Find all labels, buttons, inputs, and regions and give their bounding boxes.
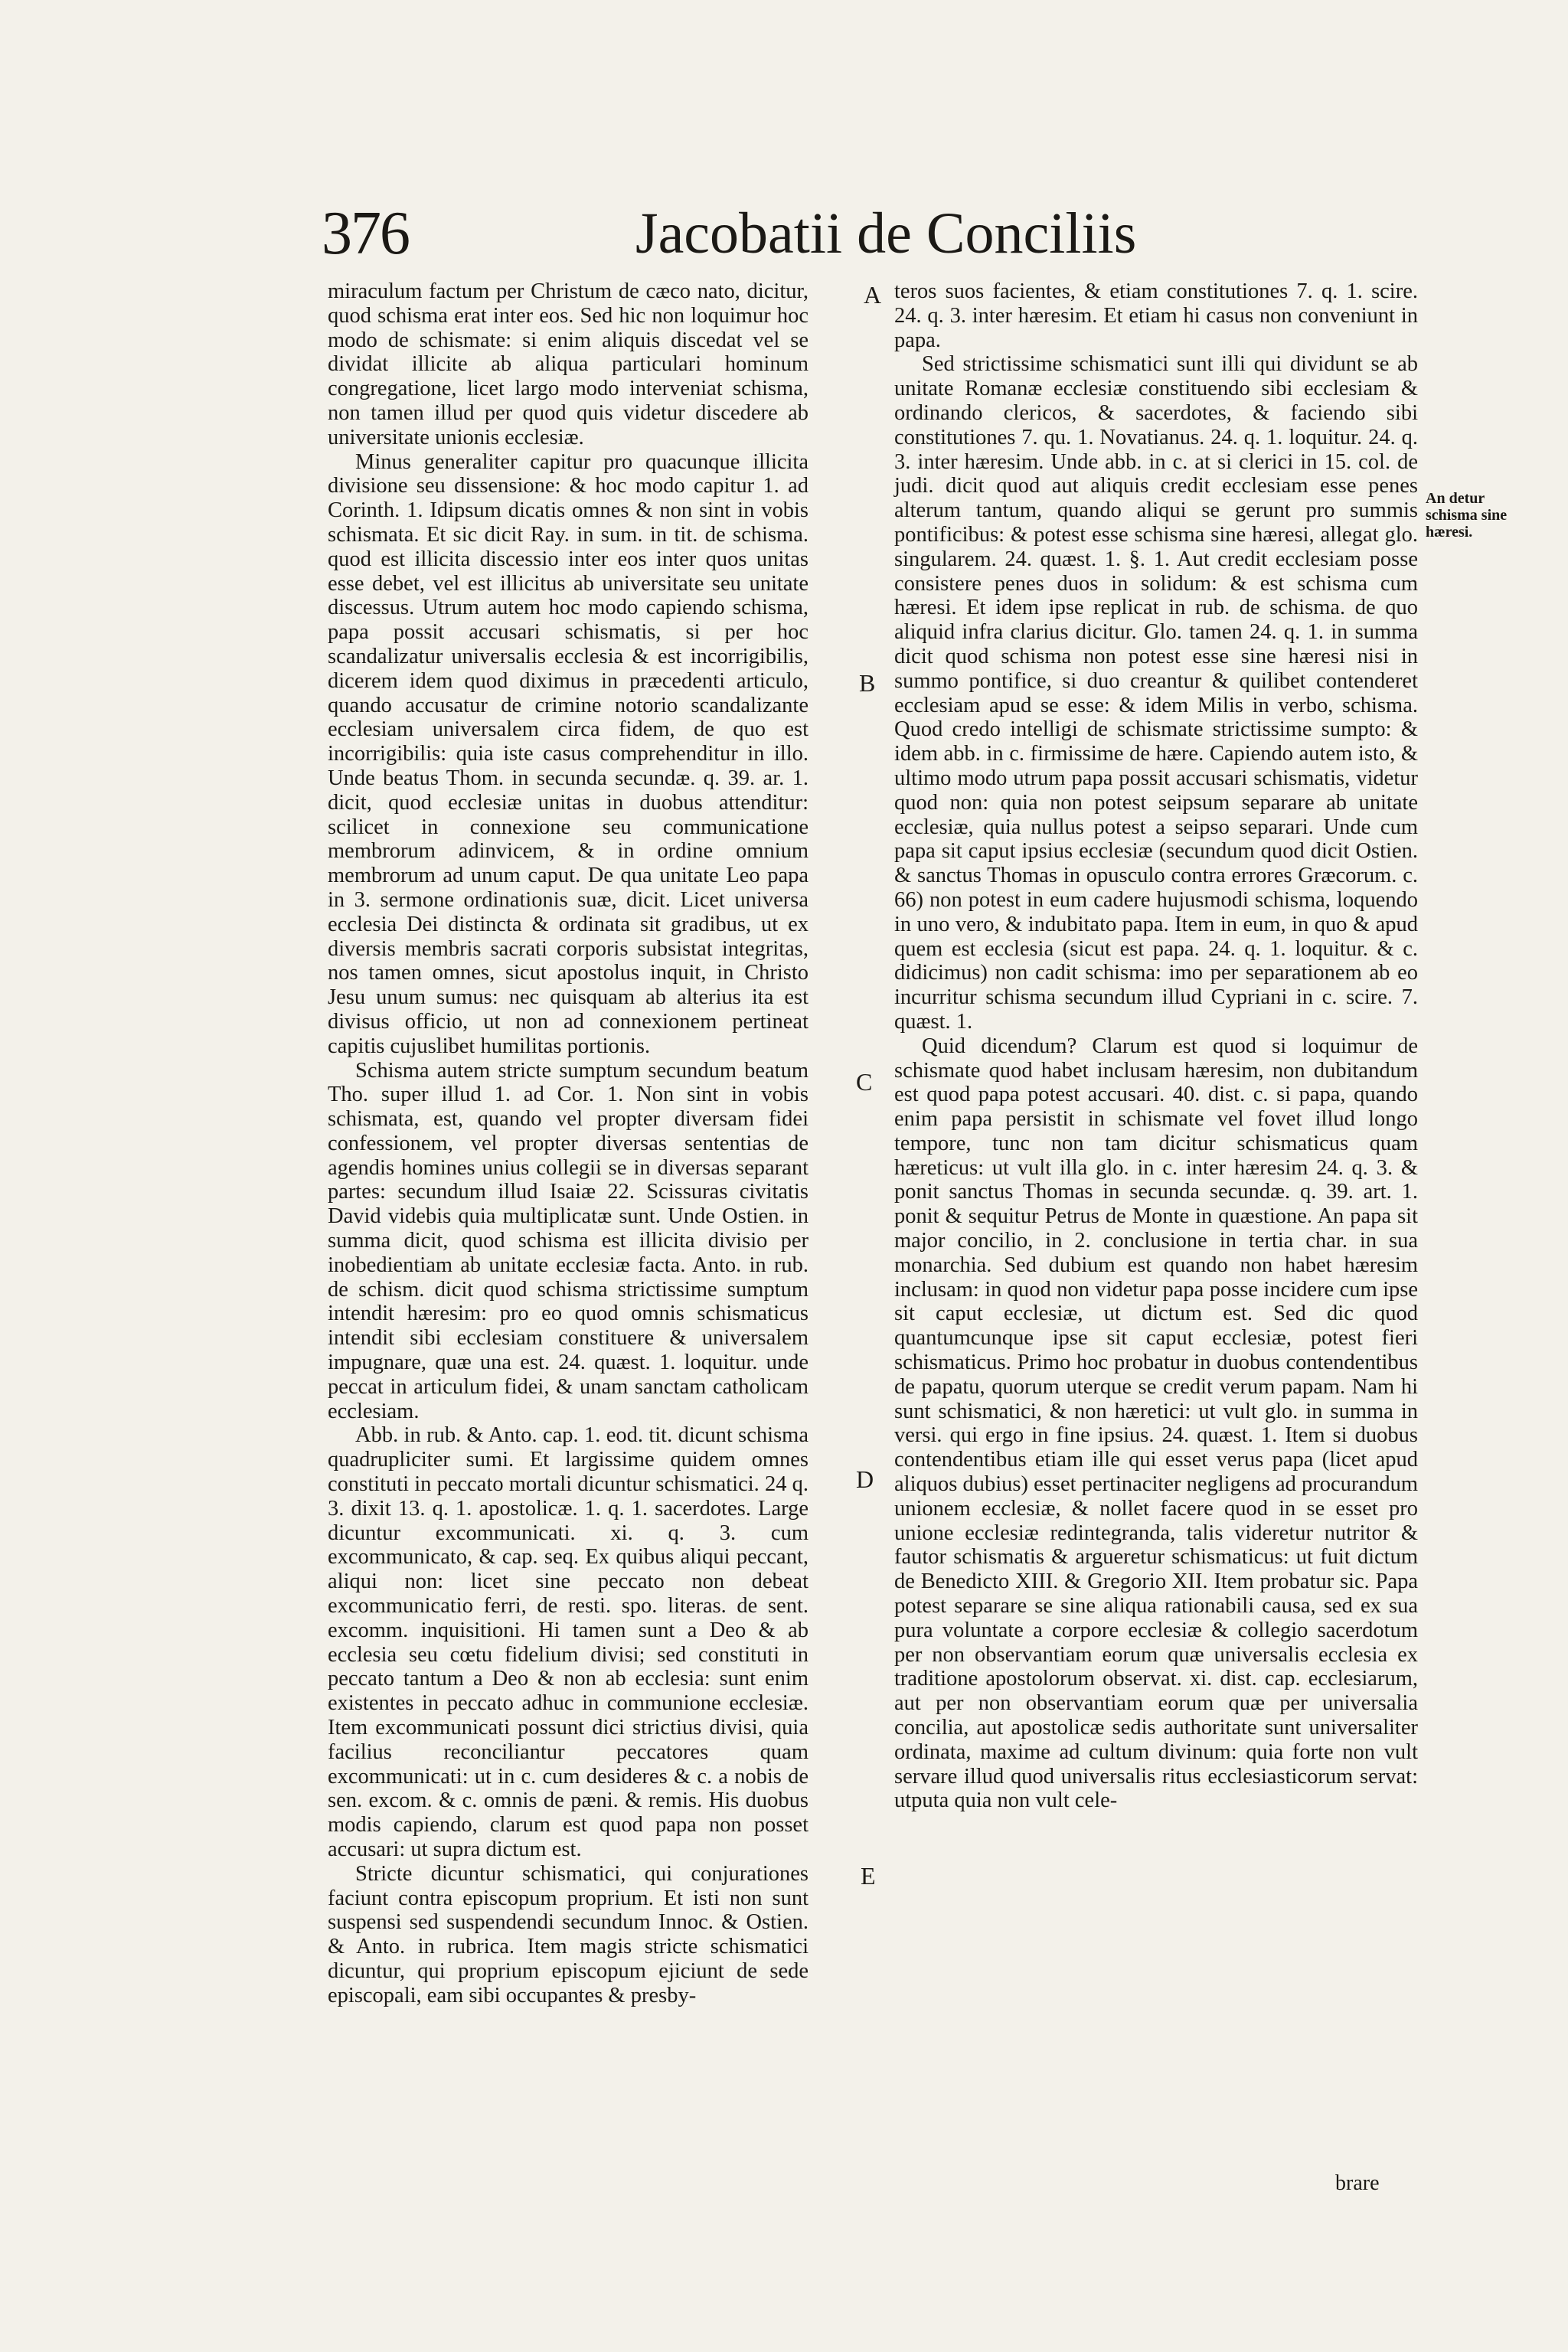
paragraph: Abb. in rub. & Anto. cap. 1. eod. tit. dicunt schisma quadrupliciter sumi. Et largissime quidem omnes constituti in peccato mortali dicuntur schismatici. 24 q. 3. dixit 13. q. 1. apostolicæ. 1. q. 1. sacerdotes. Large dicuntur excommunicati. xi. q. 3. cum excommunicato, & cap. seq. Ex quibus aliqui peccant, aliqui non: licet sine peccato non debeat excommunicatio ferri, de resti. spo. literas. de sent. excomm. inquisitioni. Hi tamen sunt a Deo & ab ecclesia seu cœtu fidelium divisi; sed constituti in peccato tantum a Deo & non ab ecclesia: sunt enim existentes in peccato adhuc in communione ecclesiæ. Item excommunicati possunt dici strictius divisi, quia facilius reconciliantur peccatores quam excommunicati: ut in c. cum desideres & c. a nobis de sen. excom. & c. omnis de pæni. & remis. His duobus modis capiendo, clarum est quod papa non posset accusari: ut supra dictum est. [328, 1423, 808, 1861]
left-column [328, 279, 808, 2008]
paragraph: Quid dicendum? Clarum est quod si loquimur de schismate quod habet inclusam hæresim, non dubitandum est quod papa potest accusari. 40. dist. c. si papa, quando enim papa persistit in schismate vel fovet illud longo tempore, tunc non tam dicitur schismaticus quam hæreticus: ut vult illa glo. in c. inter hæresim 24. q. 3. & ponit sanctus Thomas in secunda secundæ. q. 39. art. 1. ponit & sequitur Petrus de Monte in quæstione. An papa sit major concilio, in 2. conclusione in tertia char. in sua monarchia. Sed dubium est quando non habet hæresim inclusam: in quod non videtur papa posse incidere cum ipse sit caput ecclesiæ, ut dictum est. Sed dic quod quantumcunque ipse sit caput ecclesiæ, potest fieri schismaticus. Primo hoc probatur in duobus contendentibus de papatu, quorum uterque se credit verum papam. Nam hi sunt schismatici, & non hæretici: ut vult glo. in summa in versi. qui ergo in fine ipsius. 24. quæst. 1. Item si duobus contendentibus etiam ille qui esset verus papa (licet apud aliquos dubius) esset pertinaciter negligens ad procurandum unionem ecclesiæ, & nollet facere quod in se esset pro unione ecclesiæ redintegranda, talis videretur nutritor & fautor schismatis & argueretur schismaticus: ut fuit dictum de Benedicto XIII. & Gregorio XII. Item probatur sic. Papa potest separare se sine aliqua rationabili causa, sed ex sua pura voluntate a corpore ecclesiæ & collegio sacerdotum per non observantiam eorum quæ universalis ecclesia ex traditione apostolorum observat. xi. dist. cap. ecclesiarum, aut per non observantiam eorum quæ per universalia concilia, aut apostolicæ sedis authoritate sunt universaliter ordinata, maxime ad cultum divinum: quia forte non vult servare illud quod universalis ritus ecclesiasticorum servat: utputa quia non vult cele- [894, 1034, 1418, 1813]
paragraph: Schisma autem stricte sumptum secundum beatum Tho. super illud 1. ad Cor. 1. Non sint in vobis schismata, est, quando vel propter diversam fidei confessionem, vel propter diversas sententias de agendis homines unius collegii se in diversas separant partes: secundum illud Isaiæ 22. Scissuras civitatis David videbis quia multiplicatæ sunt. Unde Ostien. in summa dicit, quod schisma est illicita divisio per inobedientiam ab unitate ecclesiæ facta. Anto. in rub. de schism. dicit quod schisma strictissime sumptum intendit hæresim: pro eo quod omnis schismaticus intendit sibi ecclesiam constituere & universalem impugnare, quæ una est. 24. quæst. 1. loquitur. unde peccat in articulum fidei, & unam sanctam catholicam ecclesiam. [328, 1058, 808, 1423]
paragraph: Stricte dicuntur schismatici, qui conjurationes faciunt contra episcopum proprium. Et isti non sunt suspensi sed suspendendi secundum Innoc. & Ostien. & Anto. in rubrica. Item magis stricte schismatici dicuntur, qui proprium episcopum ejiciunt de sede episcopali, eam sibi occupantes & presby- [328, 1861, 808, 2007]
margin-note: An detur schisma sine hæresi. [1426, 490, 1508, 541]
section-letter-d: D [856, 1465, 874, 1493]
catchword: brare [1335, 2171, 1380, 2195]
paragraph: Sed strictissime schismatici sunt illi qui dividunt se ab unitate Romanæ ecclesiæ constituendo sibi ecclesiam & ordinando clericos, & sacerdotes, & faciendo sibi constitutiones 7. qu. 1. Novatianus. 24. q. 1. loquitur. 24. q. 3. inter hæresim. Unde abb. in c. at si clerici in 15. col. de judi. dicit quod aut aliquis credit ecclesiam esse penes alterum tantum, quando aliqui se gerunt pro summis pontificibus: & potest esse schisma sine hæresi, allegat glo. singularem. 24. quæst. 1. §. 1. Aut credit ecclesiam posse consistere penes duos in solidum: & est schisma cum hæresi. Et idem ipse replicat in rub. de schisma. de quo aliquid infra clarius dicitur. Glo. tamen 24. q. 1. in summa dicit quod schisma non potest esse sine hæresi nisi in summo pontifice, si duo creantur & quilibet contenderet ecclesiam apud se esse: & idem Milis in verbo, schisma. Quod credo intelligi de schismate strictissime sumpto: & idem abb. in c. firmissime de hære. Capiendo autem isto, & ultimo modo utrum papa possit accusari schismatis, videtur quod non: quia non potest seipsum separare ab unitate ecclesiæ, quia nullus potest a seipso separari. Unde cum papa sit caput ipsius ecclesiæ (secundum quod dicit Ostien. & sanctus Thomas in opusculo contra errores Græcorum. c. 66) non potest in eum cadere hujusmodi schisma, loquendo in uno vero, & indubitato papa. Item in eum, in quo & apud quem est ecclesia (sicut est papa. 24. q. 1. loquitur. & c. didicimus) non cadit schisma: imo per separationem ab eo incurritur schisma secundum illud Cypriani in c. scire. 7. quæst. 1. [894, 352, 1418, 1034]
paragraph: miraculum factum per Christum de cæco nato, dicitur, quod schisma erat inter eos. Sed hic non loquimur hoc modo de schismate: si enim aliquis discedat vel se dividat illicite ab aliqua particulari hominum congregatione, licet largo modo interveniat schisma, non tamen illud per quod quis videtur discedere ab universitate unionis ecclesiæ. [328, 279, 808, 449]
section-letter-e: E [861, 1862, 876, 1890]
right-column [894, 279, 1418, 1813]
page-number: 376 [322, 200, 409, 267]
page-header [322, 195, 1164, 279]
section-letter-b: B [859, 669, 876, 697]
running-title: Jacobatii de Conciliis [635, 201, 1137, 266]
paragraph: teros suos facientes, & etiam constitutiones 7. q. 1. scire. 24. q. 3. inter hæresim. Et etiam hi casus non conveniunt in papa. [894, 279, 1418, 352]
section-letter-c: C [856, 1068, 873, 1096]
section-letter-a: A [864, 281, 882, 309]
paragraph: Minus generaliter capitur pro quacunque illicita divisione seu dissensione: & hoc modo capitur 1. ad Corinth. 1. Idipsum dicatis omnes & non sint in vobis schismata. Et sic dicit Ray. in sum. in tit. de schisma. quod est illicita discessio inter eos inter quos unitas esse debet, vel est illicitus ab universitate seu unitate discessus. Utrum autem hoc modo capiendo schisma, papa possit accusari schismatis, si per hoc scandalizatur universalis ecclesia & est incorrigibilis, dicerem idem quod diximus in præcedenti articulo, quando accusatur de crimine notorio scandalizante ecclesiam universalem circa fidem, de quo est incorrigibilis: quia iste casus comprehenditur in illo. Unde beatus Thom. in secunda secundæ. q. 39. ar. 1. dicit, quod ecclesiæ unitas in duobus attenditur: scilicet in connexione seu communicatione membrorum adinvicem, & in ordine omnium membrorum ad unum caput. De qua unitate Leo papa in 3. sermone ordinationis suæ, dicit. Licet universa ecclesia Dei distincta & ordinata sit gradibus, ut ex diversis membris sacrati corporis subsistat integritas, nos tamen omnes, sicut apostolus inquit, in Christo Jesu unum sumus: nec quisquam ab alterius ita est divisus officio, ut non ad connexionem pertineat capitis cujuslibet humilitas portionis. [328, 449, 808, 1058]
